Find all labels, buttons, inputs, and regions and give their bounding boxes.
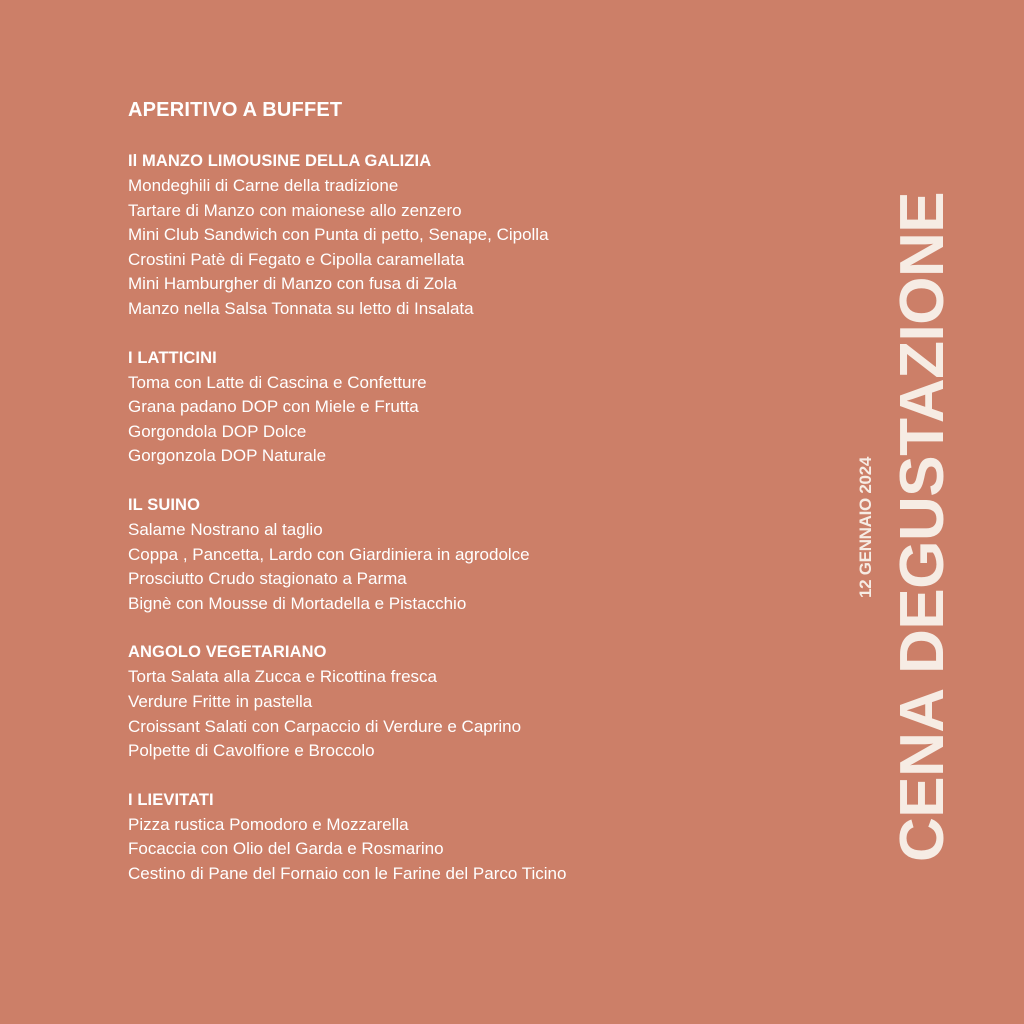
- menu-item: Crostini Patè di Fegato e Cipolla caramellata: [128, 249, 465, 269]
- menu-section-latticini: [128, 346, 808, 469]
- menu-item: Mini Club Sandwich con Punta di petto, Senape, Cipolla: [128, 225, 549, 245]
- menu-item: Focaccia con Olio del Garda e Rosmarino: [128, 839, 444, 859]
- event-date: 12 GENNAIO 2024: [856, 456, 875, 598]
- menu-section-lievitati: [128, 788, 808, 887]
- menu-item: Polpette di Cavolfiore e Broccolo: [128, 741, 375, 761]
- event-title: CENA DEGUSTAZIONE: [888, 191, 957, 862]
- menu-title: APERITIVO A BUFFET: [128, 99, 343, 121]
- section-title: IL SUINO: [128, 495, 201, 514]
- menu-item: Pizza rustica Pomodoro e Mozzarella: [128, 814, 409, 834]
- menu-item: Verdure Fritte in pastella: [128, 691, 313, 711]
- menu-item: Bignè con Mousse di Mortadella e Pistacchio: [128, 593, 467, 613]
- menu-item: Toma con Latte di Cascina e Confetture: [128, 372, 427, 392]
- menu-item: Torta Salata alla Zucca e Ricottina fresca: [128, 667, 437, 687]
- menu-item: Salame Nostrano al taglio: [128, 519, 323, 539]
- menu-item: Gorgondola DOP Dolce: [128, 421, 307, 441]
- menu-item: Cestino di Pane del Fornaio con le Farine del Parco Ticino: [128, 863, 567, 883]
- menu-section-vegetariano: [128, 640, 808, 763]
- menu-content: [128, 96, 808, 910]
- section-title: I LIEVITATI: [128, 790, 214, 809]
- section-title: I LATTICINI: [128, 348, 217, 367]
- menu-item: Croissant Salati con Carpaccio di Verdure e Caprino: [128, 716, 522, 736]
- menu-item: Coppa , Pancetta, Lardo con Giardiniera in agrodolce: [128, 544, 530, 564]
- menu-item: Grana padano DOP con Miele e Frutta: [128, 397, 419, 417]
- menu-section-manzo: [128, 149, 808, 322]
- menu-item: Mondeghili di Carne della tradizione: [128, 176, 399, 195]
- menu-item: Prosciutto Crudo stagionato a Parma: [128, 569, 407, 589]
- menu-item: Mini Hamburgher di Manzo con fusa di Zola: [128, 274, 457, 294]
- menu-item: Manzo nella Salsa Tonnata su letto di Insalata: [128, 298, 474, 318]
- menu-section-suino: [128, 493, 808, 616]
- menu-item: Gorgonzola DOP Naturale: [128, 446, 327, 466]
- menu-item: Tartare di Manzo con maionese allo zenzero: [128, 200, 462, 220]
- section-title: Il MANZO LIMOUSINE DELLA GALIZIA: [128, 152, 432, 170]
- section-title: ANGOLO VEGETARIANO: [128, 643, 327, 662]
